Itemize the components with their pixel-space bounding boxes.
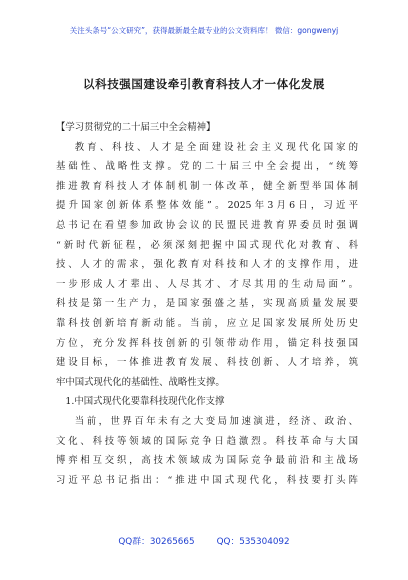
document-body [56,118,358,490]
section-heading: 1.中国式现代化要靠科技现代化作支撑 [65,396,225,408]
body-line: 博弈相互交织，高技术领域成为国际竞争最前沿和主战场 [56,455,358,467]
body-line: 推进教育科技人才体制机制一体改革，健全新型举国体制 [56,180,358,192]
footer-contact [0,534,408,547]
header-note: 关注头条号“公文研究”，获得最新最全最专业的公文资料库！ 微信：gongwenyj [69,26,339,35]
body-line: 总书记在看望参加政协会议的民盟民进教育界委员时强调 [56,219,358,231]
body-line: 教育、科技、人才是全面建设社会主义现代化国家的 [74,141,358,153]
body-line: 习近平总书记指出：“推进中国式现代化，科技要打头阵 [56,474,358,486]
body-line: 【学习贯彻党的二十届三中全会精神】 [56,122,216,133]
document-title: 以科技强国建设牵引教育科技人才一体化发展 [83,77,325,91]
body-line: “新时代新征程，必须深刻把握中国式现代化对教育、科 [56,239,358,251]
qq-number: QQ：535304092 [216,537,290,547]
body-line: 基础性、战略性支撑。党的二十届三中全会提出，“统筹 [56,161,358,173]
body-line: 一步形成人才辈出、人尽其才、才尽其用的生动局面”。 [56,278,358,290]
body-line: 牢中国式现代化的基础性、战略性支撑。 [56,376,225,388]
body-line: 建设目标，一体推进教育发展、科技创新、人才培养，筑 [56,357,358,369]
body-line: 当前，世界百年未有之大变局加速演进，经济、政治、 [74,415,358,427]
body-line: 文化、科技等领域的国际竞争日趋激烈。科技革命与大国 [56,435,358,447]
body-line: 技、人才的需求，强化教育对科技和人才的支撑作用，进 [56,259,358,271]
body-line: 提升国家创新体系整体效能”。2025年3月6日，习近平 [56,200,358,212]
body-line: 科技是第一生产力，是国家强盛之基，实现高质量发展要 [56,298,358,310]
body-line: 靠科技创新培育新动能。当前，应立足国家发展所处历史 [56,317,358,329]
qq-group-number: QQ群：30265665 [118,537,195,547]
body-line: 方位，充分发挥科技创新的引领带动作用，锚定科技强国 [56,337,358,349]
